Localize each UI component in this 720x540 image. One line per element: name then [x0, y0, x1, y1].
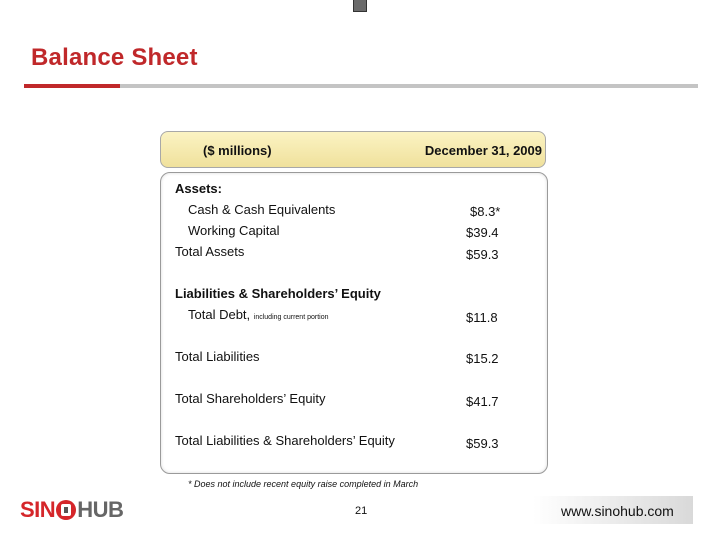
slide-title: Balance Sheet [31, 44, 198, 71]
row-label-shareholders-equity: Total Shareholders’ Equity [175, 391, 326, 406]
row-value-total-debt: $11.8 [466, 310, 498, 325]
title-rule-accent [24, 84, 120, 88]
top-tab-marker [353, 0, 367, 12]
row-label-cash: Cash & Cash Equivalents [188, 202, 336, 217]
page-number: 21 [355, 505, 368, 517]
logo-text-left: SIN [20, 497, 56, 522]
row-label-liabilities-heading: Liabilities & Shareholders’ Equity [175, 286, 381, 301]
table-header [160, 131, 546, 168]
footnote: * Does not include recent equity raise completed in March [188, 479, 419, 489]
title-rule [120, 84, 698, 88]
row-label-assets: Assets: [175, 181, 222, 196]
header-date: December 31, 2009 [424, 143, 542, 158]
row-value-total-liabilities-equity: $59.3 [466, 436, 499, 451]
total-debt-label: Total Debt, [188, 307, 251, 322]
sinohub-logo [20, 498, 123, 522]
row-value-total-liabilities: $15.2 [466, 351, 499, 366]
row-value-total-assets: $59.3 [466, 247, 499, 262]
logo-mark-icon [56, 500, 76, 520]
website-link[interactable]: www.sinohub.com [561, 503, 674, 519]
row-label-total-liabilities-equity: Total Liabilities & Shareholders’ Equity [175, 433, 395, 448]
total-debt-sublabel: including current portion [253, 314, 329, 321]
header-units: ($ millions) [203, 143, 272, 158]
row-value-shareholders-equity: $41.7 [466, 394, 499, 409]
row-value-working-capital: $39.4 [466, 225, 499, 240]
logo-text-right: HUB [77, 497, 124, 522]
row-label-total-liabilities: Total Liabilities [175, 349, 260, 364]
row-label-working-capital: Working Capital [188, 223, 280, 238]
row-value-cash: $8.3* [470, 204, 501, 219]
row-label-total-debt [188, 307, 329, 322]
row-label-total-assets: Total Assets [175, 244, 245, 259]
